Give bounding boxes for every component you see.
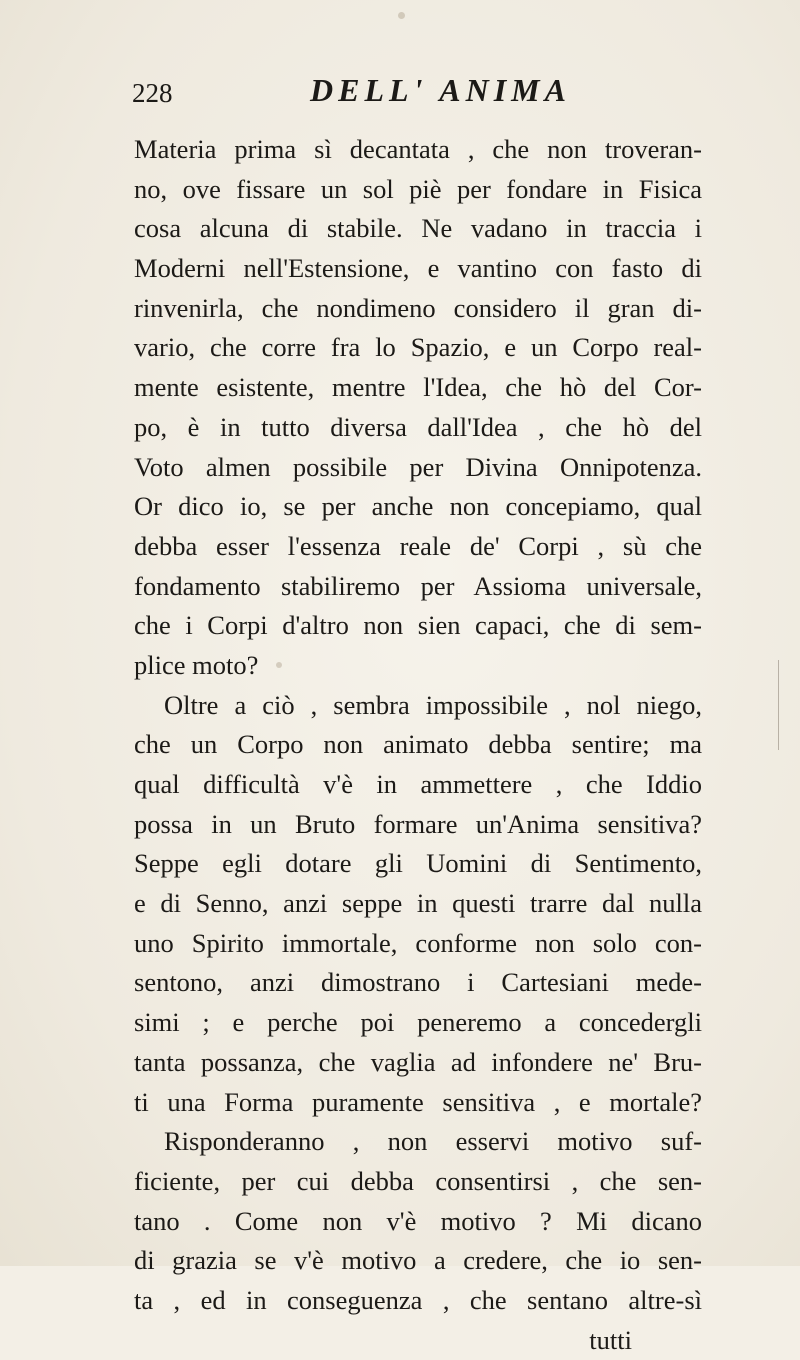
text-line: mente esistente, mentre l'Idea, che hò del Cor- (134, 372, 702, 403)
text-line: uno Spirito immortale, conforme non solo con- (134, 927, 702, 958)
text-line: di grazia se v'è motivo a credere, che io sen- (134, 1245, 702, 1276)
text-line: tanta possanza, che vaglia ad infondere ne' Bru- (134, 1046, 702, 1077)
text-line: no, ove fissare un sol piè per fondare in Fisica (134, 173, 702, 204)
text-line: Seppe egli dotare gli Uomini di Sentimento, (134, 848, 702, 879)
text-line: Oltre a ciò , sembra impossibile , nol niego, (164, 689, 702, 720)
text-line: Moderni nell'Estensione, e vantino con fasto di (134, 253, 702, 284)
text-line: Materia prima sì decantata , che non troveran- (134, 134, 702, 164)
text-line: che un Corpo non animato debba sentire; ma (134, 729, 702, 760)
text-line: tano . Come non v'è motivo ? Mi dicano (134, 1205, 702, 1236)
text-line: e di Senno, anzi seppe in questi trarre dal nulla (134, 888, 702, 919)
text-line: cosa alcuna di stabile. Ne vadano in traccia i (134, 213, 702, 244)
text-line: po, è in tutto diversa dall'Idea , che hò del (134, 411, 702, 442)
text-line: che i Corpi d'altro non sien capaci, che di sem- (134, 610, 702, 641)
text-line: ficiente, per cui debba consentirsi , che sen- (134, 1165, 702, 1196)
text-line: fondamento stabiliremo per Assioma universale, (134, 570, 702, 601)
running-head: DELL' ANIMA (310, 72, 571, 108)
text-line: possa in un Bruto formare un'Anima sensitiva? (134, 808, 702, 839)
catchword: tutti (589, 1324, 632, 1355)
text-line: simi ; e perche poi peneremo a concedergli (134, 1007, 702, 1038)
text-line: Voto almen possibile per Divina Onnipotenza. (134, 451, 702, 482)
ink-blot (398, 12, 405, 19)
text-line: Or dico io, se per anche non concepiamo, qual (134, 491, 702, 522)
text-line: Risponderanno , non esservi motivo suf- (164, 1126, 702, 1157)
text-line: sentono, anzi dimostrano i Cartesiani mede- (134, 967, 702, 998)
text-line: qual difficultà v'è in ammettere , che Iddio (134, 769, 702, 799)
body-text (134, 130, 702, 1360)
page-header (132, 72, 732, 112)
text-line: ti una Forma puramente sensitiva , e mortale? (134, 1086, 702, 1117)
text-line: plice moto? (134, 649, 259, 680)
text-line: ta , ed in conseguenza , che sentano altre-sì (134, 1284, 702, 1315)
text-line: debba esser l'essenza reale de' Corpi , sù che (134, 530, 702, 561)
ink-blot (276, 662, 282, 668)
page-number: 228 (132, 78, 173, 108)
text-line: rinvenirla, che nondimeno considero il gran di- (134, 292, 702, 323)
margin-mark (778, 660, 782, 750)
text-line: vario, che corre fra lo Spazio, e un Corpo real- (134, 332, 702, 363)
